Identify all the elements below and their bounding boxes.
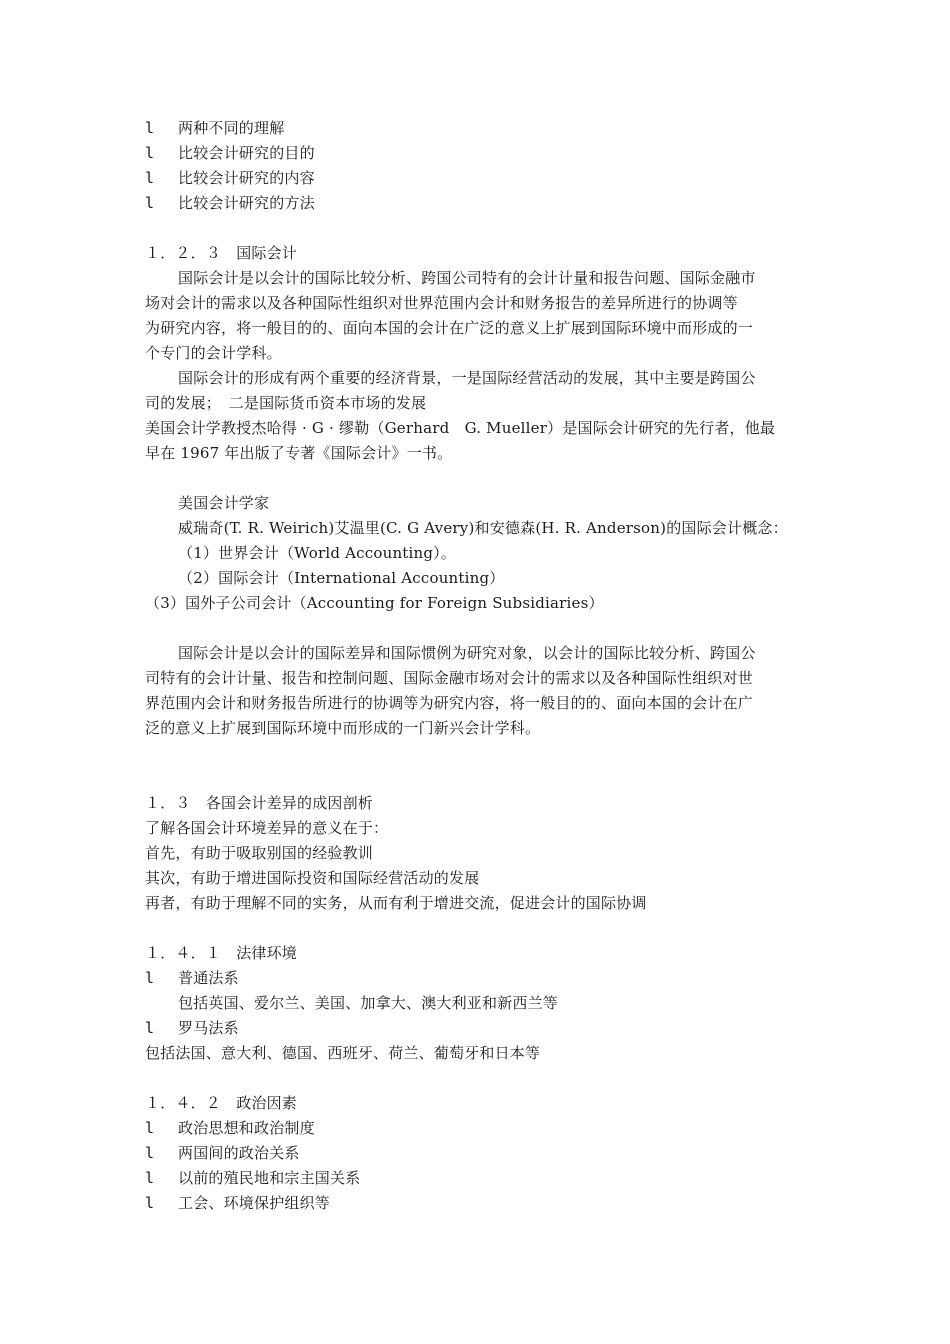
list-item: 比较会计研究的方法 (178, 194, 315, 212)
paragraph-line: 国际会计的形成有两个重要的经济背景，一是国际经营活动的发展，其中主要是跨国公 (178, 369, 756, 387)
paragraph-line: 其次，有助于增进国际投资和国际经营活动的发展 (145, 869, 480, 887)
section-heading: １．４．１ 法律环境 (145, 944, 298, 962)
list-item: 罗马法系 (178, 1019, 239, 1037)
list-item: 普通法系 (178, 969, 239, 987)
paragraph-line: 个专门的会计学科。 (145, 344, 282, 362)
paragraph-line: 界范围内会计和财务报告所进行的协调等为研究内容，将一般目的的、面向本国的会计在广 (145, 694, 754, 712)
paragraph-line: 包括法国、意大利、德国、西班牙、荷兰、葡萄牙和日本等 (145, 1044, 541, 1062)
list-bullet: l (145, 1019, 155, 1037)
concept-item: （2）国际会计（International Accounting） (178, 569, 505, 587)
list-item: 两国间的政治关系 (178, 1144, 300, 1162)
paragraph-line: 国际会计是以会计的国际比较分析、跨国公司特有的会计计量和报告问题、国际金融市 (178, 269, 756, 287)
list-bullet: l (145, 1144, 155, 1162)
paragraph-line: 美国会计学家 (178, 494, 270, 512)
paragraph-line: 包括英国、爱尔兰、美国、加拿大、澳大利亚和新西兰等 (178, 994, 559, 1012)
list-bullet: l (145, 144, 155, 162)
concept-item: （3）国外子公司会计（Accounting for Foreign Subsidiaries） (145, 594, 604, 612)
list-bullet: l (145, 119, 155, 137)
list-item: 比较会计研究的目的 (178, 144, 315, 162)
section-heading: １．３ 各国会计差异的成因剖析 (145, 794, 374, 812)
section-heading: １．４．２ 政治因素 (145, 1094, 298, 1112)
paragraph-line: 司的发展； 二是国际货币资本市场的发展 (145, 394, 427, 412)
list-item: 工会、环境保护组织等 (178, 1194, 331, 1212)
paragraph-line: 国际会计是以会计的国际差异和国际惯例为研究对象，以会计的国际比较分析、跨国公 (178, 644, 756, 662)
list-bullet: l (145, 1119, 155, 1137)
paragraph-line: 美国会计学教授杰哈得 · G · 缪勒（Gerhard G. Mueller）是国际会计研究的先行者，他最 (145, 419, 776, 437)
paragraph-line: 了解各国会计环境差异的意义在于： (145, 819, 389, 837)
paragraph-line: 场对会计的需求以及各种国际性组织对世界范围内会计和财务报告的差异所进行的协调等 (145, 294, 738, 312)
list-item: 以前的殖民地和宗主国关系 (178, 1169, 361, 1187)
list-bullet: l (145, 1169, 155, 1187)
concept-item: （1）世界会计（World Accounting）。 (178, 544, 457, 562)
paragraph-line: 威瑞奇(T. R. Weirich)艾温里(C. G Avery)和安德森(H. R. Anderson)的国际会计概念： (178, 519, 788, 537)
paragraph-line: 为研究内容，将一般目的的、面向本国的会计在广泛的意义上扩展到国际环境中而形成的一 (145, 319, 754, 337)
list-item: 政治思想和政治制度 (178, 1119, 315, 1137)
list-item: 两种不同的理解 (178, 119, 285, 137)
paragraph-line: 早在 1967 年出版了专著《国际会计》一书。 (145, 444, 453, 462)
list-bullet: l (145, 1194, 155, 1212)
paragraph-line: 泛的意义上扩展到国际环境中而形成的一门新兴会计学科。 (145, 719, 541, 737)
list-item: 比较会计研究的内容 (178, 169, 315, 187)
list-bullet: l (145, 969, 155, 987)
list-bullet: l (145, 169, 155, 187)
paragraph-line: 首先，有助于吸取别国的经验教训 (145, 844, 374, 862)
list-bullet: l (145, 194, 155, 212)
paragraph-line: 再者，有助于理解不同的实务，从而有利于增进交流，促进会计的国际协调 (145, 894, 647, 912)
paragraph-line: 司特有的会计计量、报告和控制问题、国际金融市场对会计的需求以及各种国际性组织对世 (145, 669, 754, 687)
section-heading: １．２．３ 国际会计 (145, 244, 298, 262)
